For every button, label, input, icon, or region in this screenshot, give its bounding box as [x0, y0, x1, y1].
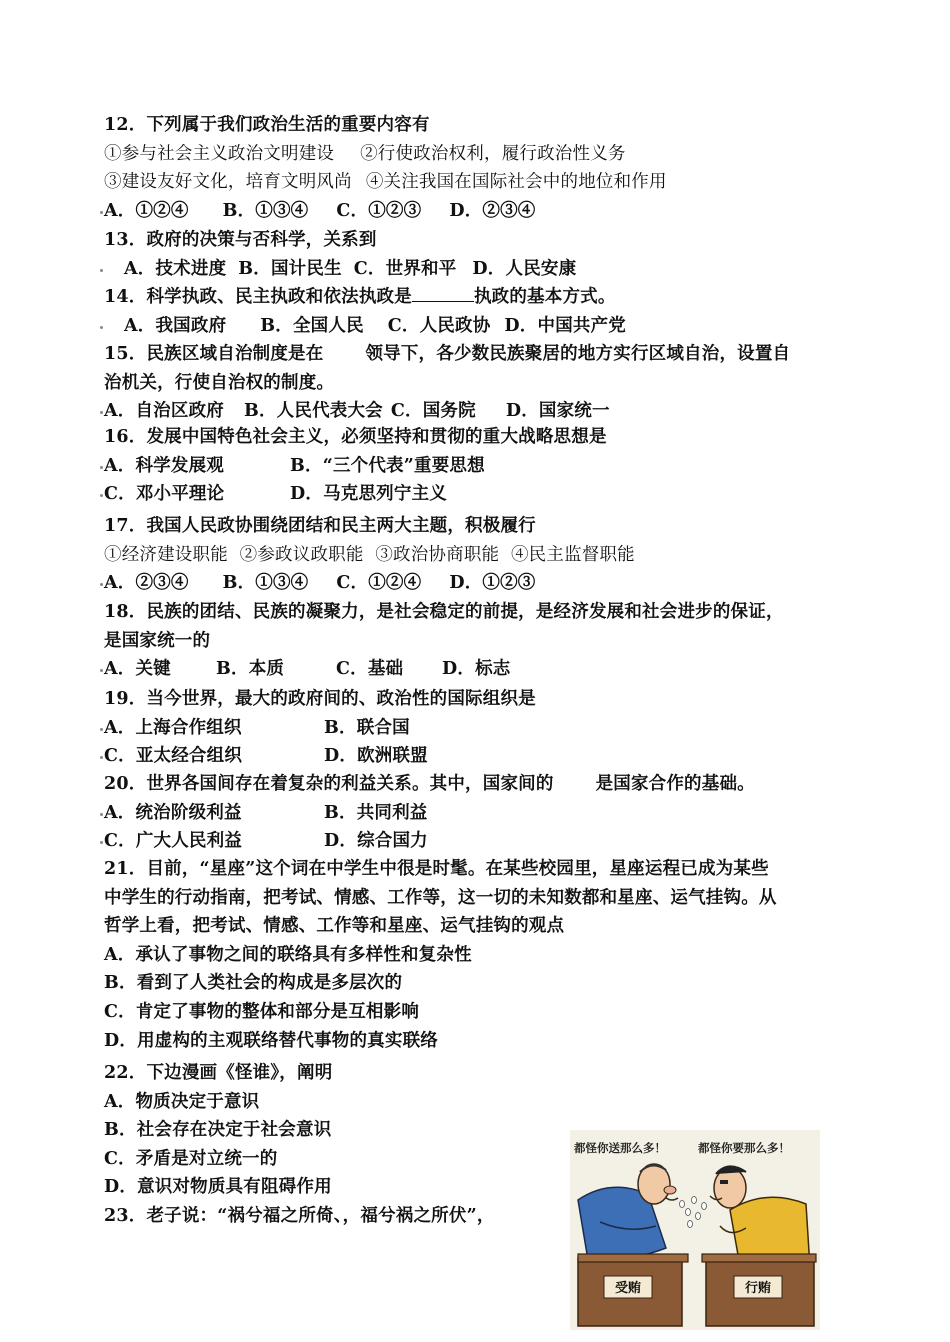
- marker-dot: [100, 841, 103, 844]
- option-b: B．社会存在决定于社会意识: [104, 1120, 332, 1141]
- options-row: [104, 312, 864, 341]
- option-b: B．看到了人类社会的构成是多层次的: [104, 973, 403, 994]
- statement-item: ①参与社会主义政治文明建设: [104, 143, 335, 164]
- option-a: A．自治区政府: [104, 401, 224, 422]
- question-19: [104, 685, 864, 771]
- question-stem: 23．老子说：“祸兮福之所倚、，福兮祸之所伏”，: [104, 1206, 495, 1226]
- question-23: [104, 1202, 544, 1231]
- option-c: C．邓小平理论: [104, 484, 225, 505]
- option-c: C．肯定了事物的整体和部分是互相影响: [104, 1001, 420, 1022]
- desk-left-label: 受贿: [614, 1281, 642, 1296]
- options-row: [104, 480, 864, 509]
- option-c: C．基础: [336, 659, 404, 680]
- option-c: C．世界和平: [353, 258, 457, 279]
- option-a: A．②③④: [104, 573, 189, 594]
- statement-item: ③建设友好文化，培育文明风尚: [104, 172, 352, 193]
- caption-right: 都怪你要那么多！: [698, 1141, 790, 1155]
- question-stem: 17．我国人民政协围绕团结和民主两大主题，积极履行: [104, 516, 536, 536]
- marker-dot: [100, 411, 103, 414]
- question-14: [104, 283, 864, 340]
- options-row: [104, 397, 864, 426]
- option-a: A．我国政府: [124, 315, 227, 336]
- option-c: C．①②④: [336, 573, 422, 594]
- question-stem: 21．目前，“星座”这个词在中学生中很是时髦。在某些校园里，星座运程已成为某些: [104, 859, 769, 879]
- option-c: C．国务院: [390, 401, 476, 422]
- option-a: A．统治阶级利益: [104, 802, 242, 823]
- question-16: [104, 423, 864, 509]
- question-stem-continued: 哲学上看，把考试、情感、工作等和星座、运气挂钩的观点: [104, 916, 565, 937]
- option-d: D．②③④: [449, 200, 536, 221]
- option-d: D．国家统一: [505, 401, 610, 422]
- option-b: B．本质: [216, 659, 285, 680]
- option-b: B．全国人民: [260, 315, 364, 336]
- option-d: D．用虚构的主观联络替代事物的真实联络: [104, 1030, 438, 1051]
- question-stem: 22．下边漫画《怪谁》，阐明: [104, 1063, 333, 1083]
- option-b: B．联合国: [324, 717, 410, 738]
- options-row: [104, 197, 864, 226]
- question-13: [104, 226, 864, 283]
- option-b: B．“三个代表”重要思想: [290, 455, 485, 476]
- option-c: C．亚太经合组织: [104, 746, 243, 767]
- option-d: D．人民安康: [472, 258, 577, 279]
- option-b: B．①③④: [222, 200, 309, 221]
- question-stem-continued: 是国家统一的: [104, 630, 211, 651]
- statement-item: ④关注我国在国际社会中的地位和作用: [365, 172, 667, 193]
- question-stem: 13．政府的决策与否科学，关系到: [104, 230, 377, 250]
- option-a: A．技术进度: [124, 258, 227, 279]
- stem-text: 领导下，各少数民族聚居的地方实行区域自治，设置自: [365, 344, 791, 364]
- statement-row: ①经济建设职能 ②参政议政职能 ③政治协商职能 ④民主监督职能: [104, 544, 635, 565]
- option-d: D．①②③: [449, 573, 536, 594]
- question-stem: [104, 770, 864, 799]
- question-stem: 12．下列属于我们政治生活的重要内容有: [104, 115, 430, 135]
- statement-item: ②行使政治权利，履行政治性义务: [360, 143, 626, 164]
- statement-row: [104, 168, 864, 197]
- stem-text: 14．科学执政、民主执政和依法执政是: [104, 287, 412, 307]
- option-d: D．欧洲联盟: [324, 746, 428, 767]
- options-row: [104, 655, 864, 684]
- option-a: A．物质决定于意识: [104, 1091, 260, 1112]
- fill-blank: [412, 285, 474, 302]
- marker-dot: [100, 728, 103, 731]
- question-20: [104, 770, 864, 856]
- options-row: [104, 827, 864, 856]
- marker-dot: [100, 211, 103, 214]
- option-d: D．中国共产党: [504, 315, 626, 336]
- question-stem-continued: 治机关，行使自治权的制度。: [104, 372, 335, 393]
- options-row: [104, 452, 864, 481]
- question-stem: 18．民族的团结、民族的凝聚力，是社会稳定的前提，是经济发展和社会进步的保证，: [104, 602, 784, 622]
- option-d: D．马克思列宁主义: [290, 484, 447, 505]
- marker-dot: [100, 669, 103, 672]
- option-c: C．矛盾是对立统一的: [104, 1148, 278, 1169]
- option-b: B．①③④: [222, 573, 309, 594]
- options-row: [104, 569, 864, 598]
- question-stem: 19．当今世界，最大的政府间的、政治性的国际组织是: [104, 689, 536, 709]
- option-d: D．综合国力: [324, 831, 428, 852]
- cartoon-illustration: [570, 1130, 820, 1330]
- question-stem: 16．发展中国特色社会主义，必须坚持和贯彻的重大战略思想是: [104, 427, 607, 447]
- question-18: [104, 598, 864, 684]
- option-a: A．关键: [104, 659, 171, 680]
- question-17: [104, 512, 864, 598]
- option-a: A．科学发展观: [104, 455, 224, 476]
- question-15: [104, 340, 864, 426]
- options-row: [104, 799, 864, 828]
- marker-dot: [100, 269, 103, 272]
- statement-row: [104, 140, 864, 169]
- marker-dot: [100, 466, 103, 469]
- marker-dot: [100, 756, 103, 759]
- marker-dot: [100, 494, 103, 497]
- option-c: C．广大人民利益: [104, 831, 243, 852]
- question-12: [104, 111, 864, 225]
- question-stem: [104, 283, 864, 312]
- options-row: [104, 742, 864, 771]
- option-a: A．①②④: [104, 200, 189, 221]
- desk-right-label: 行贿: [744, 1281, 772, 1296]
- stem-text: 是国家合作的基础。: [595, 774, 755, 794]
- option-b: B．共同利益: [324, 802, 428, 823]
- stem-text: 20．世界各国间存在着复杂的利益关系。其中，国家间的: [104, 774, 554, 794]
- marker-dot: [100, 326, 103, 329]
- stem-text: 执政的基本方式。: [473, 287, 616, 307]
- options-row: [104, 255, 864, 284]
- caption-left: 都怪你送那么多！: [574, 1141, 666, 1155]
- question-stem-continued: 中学生的行动指南，把考试、情感、工作等，这一切的未知数都和星座、运气挂钩。从: [104, 887, 777, 908]
- stem-text: 15．民族区域自治制度是在: [104, 344, 324, 364]
- options-row: [104, 714, 864, 743]
- option-b: B．国计民生: [238, 258, 342, 279]
- option-d: D．标志: [442, 659, 511, 680]
- marker-dot: [100, 583, 103, 586]
- option-a: A．上海合作组织: [104, 717, 242, 738]
- marker-dot: [100, 813, 103, 816]
- question-stem: [104, 340, 864, 369]
- cartoon-drawing: [570, 1130, 820, 1330]
- option-d: D．意识对物质具有阻碍作用: [104, 1177, 332, 1198]
- option-a: A．承认了事物之间的联络具有多样性和复杂性: [104, 944, 472, 965]
- option-b: B．人民代表大会: [243, 401, 383, 422]
- question-21: [104, 855, 864, 1055]
- question-22: [104, 1059, 544, 1202]
- option-c: C．人民政协: [387, 315, 491, 336]
- option-c: C．①②③: [336, 200, 422, 221]
